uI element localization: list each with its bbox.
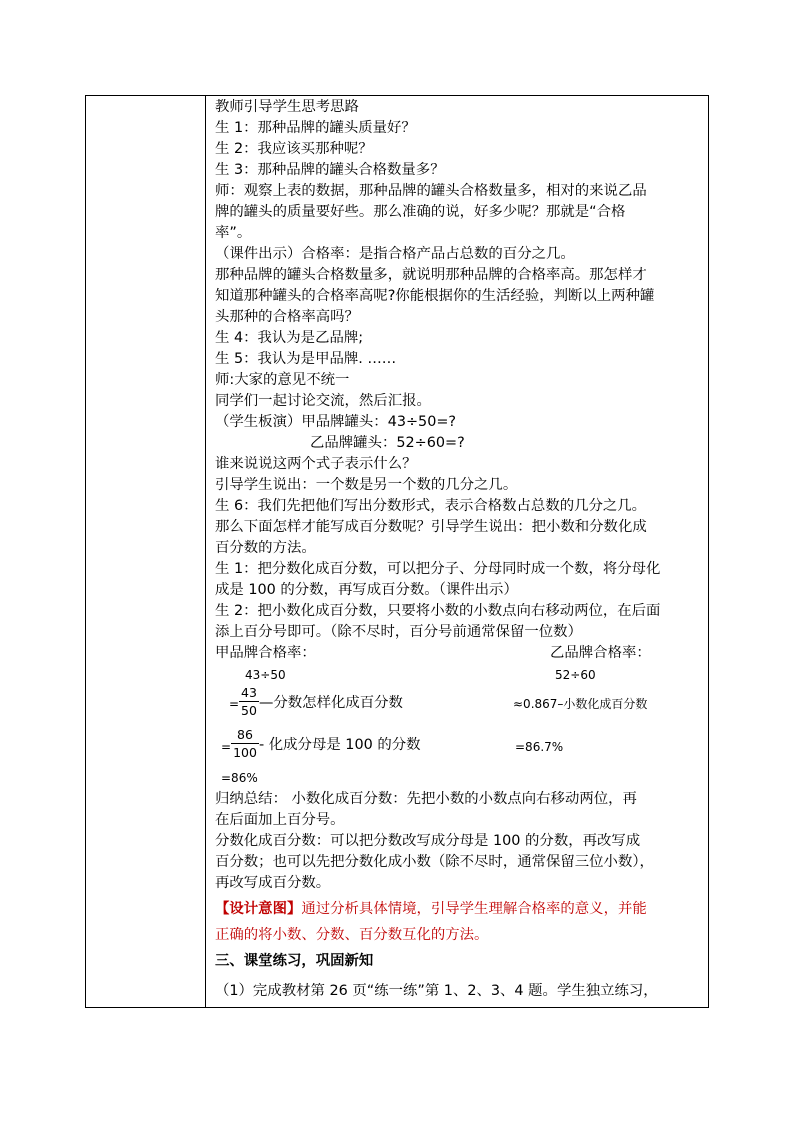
fraction-denominator: 50 [241,703,257,718]
text-line: 同学们一起讨论交流，然后汇报。 [215,393,431,409]
text-line: 乙品牌罐头：52÷60=? [310,435,465,451]
text-line: 师:大家的意见不统一 [215,372,350,388]
calc-left-title: 甲品牌合格率： [215,645,316,661]
summary-line: 在后面加上百分号。 [215,812,345,828]
calc-left-expr: 43÷50 [245,668,286,682]
text-line: 生 6：我们先把他们写出分数形式，表示合格数占总数的几分之几。 [215,498,647,514]
fraction-note-2: - 化成分母是 100 的分数 [259,737,421,753]
text-line: 生 2：我应该买那种呢？ [215,141,373,157]
calc-right-expr: 52÷60 [555,668,596,682]
design-intent-label: 【设计意图】 [215,901,302,917]
text-line: （课件出示）合格率：是指合格产品占总数的百分之几。 [215,246,575,262]
column-divider [205,95,206,1008]
text-line: 生 5：我认为是甲品牌. …… [215,351,397,367]
text-line: 牌的罐头的质量要好些。那么准确的说，好多少呢？那就是“合格 [215,204,626,220]
text-line: 师：观察上表的数据，那种品牌的罐头合格数量多，相对的来说乙品 [215,183,647,199]
fraction-numerator: 86 [237,727,253,742]
text-line: 生 1：把分数化成百分数，可以把分子、分母同时成一个数，将分母化 [215,561,661,577]
fraction-bar [239,701,259,702]
text-line: 谁来说说这两个式子表示什么？ [215,456,417,472]
left-result: =86% [221,771,258,785]
text-line: 生 3：那种品牌的罐头合格数量多？ [215,162,445,178]
section-title: 三、课堂练习，巩固新知 [215,953,374,969]
equals-sign: = [221,740,232,754]
right-step-1: ≈0.867–小数化成百分数 [513,697,648,711]
summary-line: 归纳总结： 小数化成百分数：先把小数的小数点向右移动两位，再 [215,791,637,807]
equals-sign: = [229,697,240,711]
text-line: 生 4：我认为是乙品牌; [215,330,364,346]
text-line: 那种品牌的罐头合格数量多，就说明那种品牌的合格率高。那怎样才 [215,267,647,283]
design-intent [215,899,647,919]
text-line: 百分数的方法。 [215,540,316,556]
summary-line: 再改写成百分数。 [215,875,331,891]
text-line: 生 1：那种品牌的罐头质量好？ [215,120,416,136]
text-line: 那么下面怎样才能写成百分数呢？引导学生说出：把小数和分数化成 [215,519,647,535]
text-line: 头那种的合格率高吗？ [215,309,359,325]
text-line: （学生板演）甲品牌罐头：43÷50=? [215,414,457,430]
right-step-2: =86.7% [515,740,564,754]
summary-line: 百分数；也可以先把分数化成小数（除不尽时，通常保留三位小数）， [215,854,654,870]
text-line: 引导学生说出：一个数是另一个数的几分之几。 [215,477,518,493]
text-line: 教师引导学生思考思路 [215,99,359,115]
fraction-denominator: 100 [233,745,257,760]
text-line: 添上百分号即可。（除不尽时，百分号前通常保留一位数） [215,624,582,640]
text-line: 知道那种罐头的合格率高呢?你能根据你的生活经验，判断以上两种罐 [215,288,655,304]
fraction-43-50 [239,685,259,718]
fraction-86-100 [231,727,259,760]
fraction-note-1: —分数怎样化成百分数 [259,695,403,711]
calc-right-title: 乙品牌合格率： [550,645,651,661]
design-intent-line: 正确的将小数、分数、百分数互化的方法。 [215,927,489,943]
fraction-bar [231,743,259,744]
exercise-line: （1）完成教材第 26 页“练一练”第 1、2、3、4 题。学生独立练习， [215,983,658,999]
summary-line: 分数化成百分数：可以把分数改写成分母是 100 的分数，再改写成 [215,833,641,849]
design-intent-text: 通过分析具体情境，引导学生理解合格率的意义，并能 [301,901,647,917]
text-line: 生 2：把小数化成百分数，只要将小数的小数点向右移动两位，在后面 [215,603,661,619]
text-line: 率”。 [215,225,252,241]
fraction-numerator: 43 [241,685,257,700]
text-line: 成是 100 的分数，再写成百分数。（课件出示） [215,582,518,598]
